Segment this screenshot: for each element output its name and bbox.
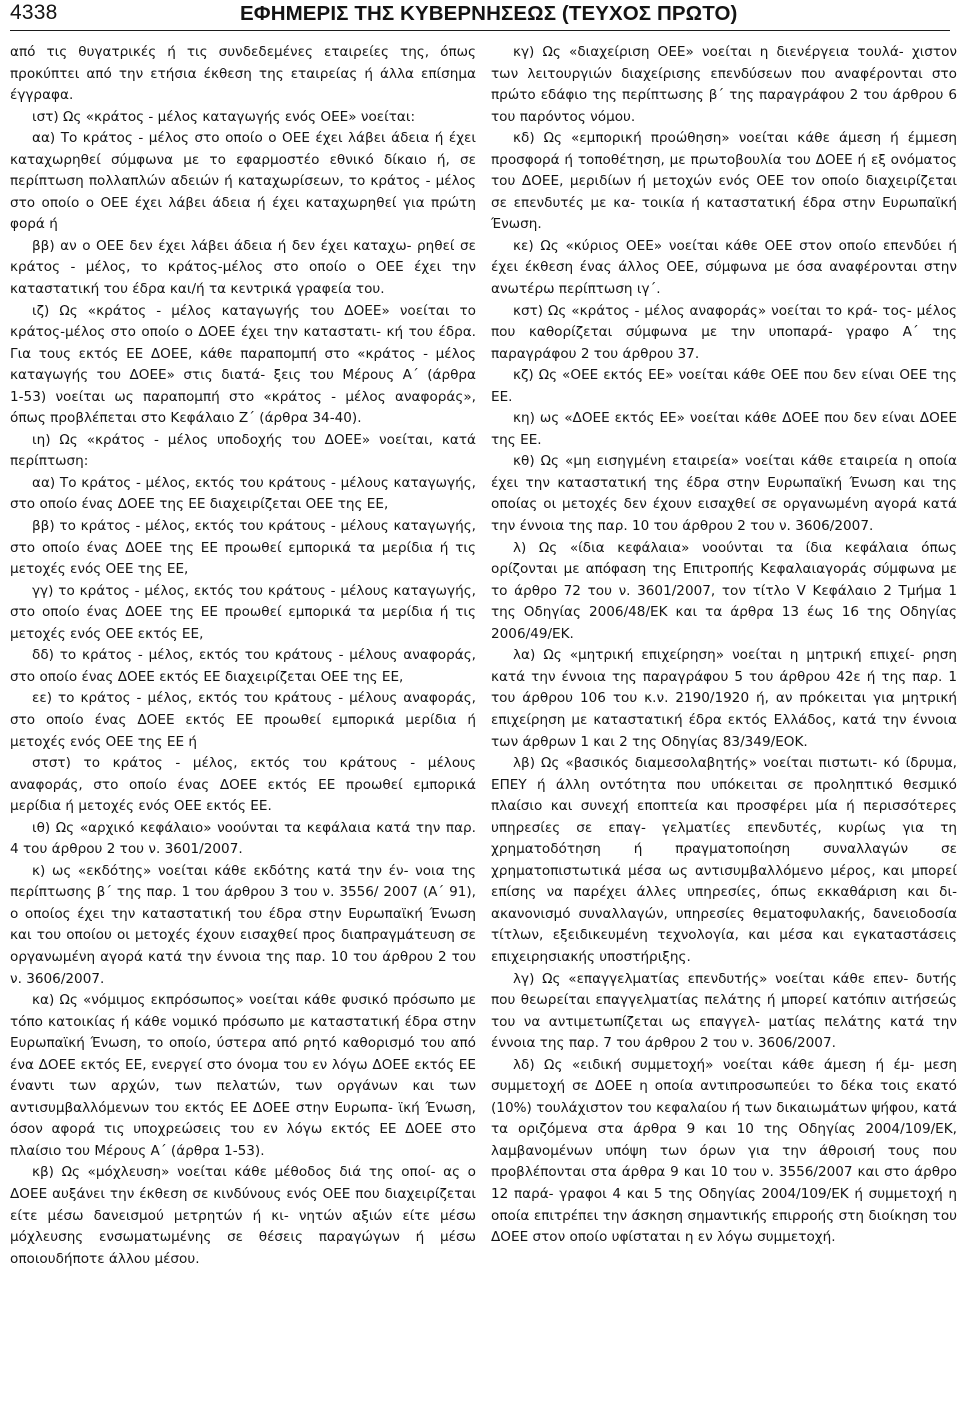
paragraph: κζ) Ως «ΟΕΕ εκτός ΕΕ» νοείται κάθε ΟΕΕ που δεν είναι ΟΕΕ της ΕΕ.	[491, 367, 957, 405]
paragraph: δδ) το κράτος ‑ μέλος, εκτός του κράτους ‑ μέλους αναφοράς, στο οποίο ένας ΔΟΕΕ εκτός ΕΕ διαχειρίζεται ΟΕΕ της ΕΕ,	[10, 647, 476, 685]
paragraph: γγ) το κράτος ‑ μέλος, εκτός του κράτους ‑ μέλους καταγωγής, στο οποίο ένας ΔΟΕΕ της ΕΕ προωθεί εμπορικά τα μερίδια ή τις μετοχές ενός ΟΕΕ εκτός ΕΕ,	[10, 582, 476, 642]
paragraph: από τις θυγατρικές ή τις συνδεδεμένες εταιρείες της, όπως προκύπτει από την ετήσια έκθεση της εταιρείας ή άλλα επίσημα έγγραφα.	[10, 44, 476, 104]
left-column	[10, 42, 476, 1270]
paragraph: λδ) Ως «ειδική συμμετοχή» νοείται κάθε άμεση ή έμ‑ μεση συμμετοχή σε ΔΟΕΕ η οποία αντιπροσωπεύει το δέκα τοις εκατό (10%) τουλάχιστον του κεφαλαίου ή των δικαιωμάτων ψήφου, κατά τα οριζόμενα στα άρθρα 9 και 10 της Οδηγίας 2004/109/ΕΚ, λαμβανομένων υπόψη των όρων για την άθροισή τους που προβλέπονται στα άρθρα 9 και 10 του ν. 3556/2007 και στο άρθρο 12 παρά‑ γραφοι 4 και 5 της Οδηγίας 2004/109/ΕΚ ή συμμετοχή η οποία επιτρέπει την άσκηση σημαντικής επιρροής στη διοίκηση του ΔΟΕΕ στον οποίο υφίσταται η εν λόγω συμμετοχή.	[491, 1056, 957, 1246]
paragraph: κη) ως «ΔΟΕΕ εκτός ΕΕ» νοείται κάθε ΔΟΕΕ που δεν είναι ΔΟΕΕ της ΕΕ.	[491, 410, 957, 448]
paragraph: λβ) Ως «βασικός διαμεσολαβητής» νοείται πιστωτι‑ κό ίδρυμα, ΕΠΕΥ ή άλλη οντότητα που υπόκειται σε προληπτικό θεσμικό πλαίσιο και συνεχή εποπτεία και προσφέρει μία ή περισσότερες υπηρεσίες σε επαγ‑ γελματίες επενδυτές, κυρίως για τη χρηματοδότηση ή πραγματοποίηση συναλλαγών σε χρηματοπιστωτικά μέσα ως αντισυμβαλλόμενο μέρος, και μπορεί επίσης να παρέχει άλλες υπηρεσίες, όπως εκκαθάριση και δι‑ ακανονισμό συναλλαγών, υπηρεσίες θεματοφυλακής, δανειοδοσία τίτλων, εξειδικευμένη τεχνολογία, και μέσα και εγκαταστάσεις επιχειρησιακής υποστήριξης.	[491, 755, 957, 965]
paragraph: ιθ) Ως «αρχικό κεφάλαιο» νοούνται τα κεφάλαια κατά την παρ. 4 του άρθρου 2 του ν. 3601/2007.	[10, 819, 476, 858]
paragraph: εε) το κράτος ‑ μέλος, εκτός του κράτους ‑ μέλους αναφοράς, στο οποίο ένας ΔΟΕΕ εκτός ΕΕ προωθεί εμπορικά μερίδια ή μετοχές ενός ΟΕΕ της ΕΕ ή	[10, 690, 476, 750]
paragraph: κστ) Ως «κράτος ‑ μέλος αναφοράς» νοείται το κρά‑ τος‑ μέλος που καθορίζεται σύμφωνα με την υποπαρά‑ γραφο Α΄ της παραγράφου 2 του άρθρου 37.	[491, 302, 957, 362]
paragraph: λγ) Ως «επαγγελματίας επενδυτής» νοείται κάθε επεν‑ δυτής που θεωρείται επαγγελματίας πελάτης ή μπορεί κατόπιν αιτήσεώς του να αντιμετωπίζεται ως επαγγελ‑ ματίας πελάτης κατά την έννοια της παρ. 7 του άρθρου 2 του ν. 3606/2007.	[491, 970, 957, 1052]
paragraph: αα) Το κράτος ‑ μέλος, εκτός του κράτους ‑ μέλους καταγωγής, στο οποίο ένας ΔΟΕΕ της ΕΕ διαχειρίζεται ΟΕΕ της ΕΕ,	[10, 474, 476, 513]
paragraph: κθ) Ως «μη εισηγμένη εταιρεία» νοείται κάθε εταιρεία η οποία έχει την καταστατική της έδρα στην Ευρωπαϊκή Ένωση και της οποίας οι μετοχές δεν έχουν εισαχθεί σε οργανωμένη αγορά κατά την έννοια της παρ. 10 του άρθρου 2 του ν. 3606/2007.	[491, 453, 957, 535]
paragraph: κβ) Ως «μόχλευση» νοείται κάθε μέθοδος διά της οποί‑ ας ο ΔΟΕΕ αυξάνει την έκθεση σε κινδύνους ενός ΟΕΕ που διαχειρίζεται είτε μέσω δανεισμού μετρητών ή κι‑ νητών αξιών είτε μέσω μόχλευσης ενσωματωμένης σε θέσεις παραγώγων ή μέσω οποιουδήποτε άλλου μέσου.	[10, 1164, 476, 1267]
page-header	[10, 0, 950, 31]
paragraph: κα) Ως «νόμιμος εκπρόσωπος» νοείται κάθε φυσικό πρόσωπο με τόπο κατοικίας ή κάθε νομικό πρόσωπο με καταστατική έδρα στην Ευρωπαϊκή Ένωση, το οποίο, ύστερα από ρητό καθορισμό του από ένα ΔΟΕΕ εκτός ΕΕ, ενεργεί στο όνομα του εν λόγω ΔΟΕΕ εκτός ΕΕ έναντι των αρχών, των πελατών, των οργάνων και των αντισυμβαλλόμενων του εκτός ΕΕ ΔΟΕΕ στην Ευρωπα‑ ϊκή Ένωση, όσον αφορά τις υποχρεώσεις του εν λόγω εκτός ΕΕ ΔΟΕΕ στο πλαίσιο του Μέρους Α΄ (άρθρα 1‑53).	[10, 992, 476, 1159]
right-column	[491, 42, 957, 1249]
paragraph: αα) Το κράτος ‑ μέλος στο οποίο ο ΟΕΕ έχει λάβει άδεια ή έχει καταχωρηθεί σύμφωνα με το εφαρμοστέο εθνικό δίκαιο ή, σε περίπτωση πολλαπλών αδειών ή καταχωρίσεων, το κράτος ‑ μέλος στο οποίο ο ΟΕΕ έχει λάβει άδεια ή έχει καταχωρηθεί για πρώτη φορά ή	[10, 130, 476, 233]
paragraph: κδ) Ως «εμπορική προώθηση» νοείται κάθε άμεση ή έμμεση προσφορά ή τοποθέτηση, με πρωτοβουλία του ΔΟΕΕ ή εξ ονόματος του ΔΟΕΕ, μεριδίων ή μετοχών ενός ΟΕΕ τον οποίο διαχειρίζεται σε επενδυτές με κα‑ τοικία ή καταστατική έδρα στην Ευρωπαϊκή Ένωση.	[491, 130, 957, 233]
paragraph: κ) ως «εκδότης» νοείται κάθε εκδότης κατά την έν‑ νοια της περίπτωσης β΄ της παρ. 1 του άρθρου 3 του ν. 3556/ 2007 (Α΄ 91), ο οποίος έχει την καταστατική του έδρα στην Ευρωπαϊκή Ένωση και του οποίου οι μετοχές έχουν εισαχθεί προς διαπραγμάτευση σε οργανωμένη αγορά κατά την έννοια της παρ. 10 του άρθρου 2 του ν. 3606/2007.	[10, 862, 476, 987]
paragraph: λα) Ως «μητρική επιχείρηση» νοείται η μητρική επιχεί‑ ρηση κατά την έννοια της παραγράφου 5 του άρθρου 42ε ή της παρ. 1 του άρθρου 106 του κ.ν. 2190/1920 ή, αν πρόκειται για μητρική επιχείρηση με καταστατική έδρα εκτός Ελλάδος, κατά την έννοια των άρθρων 1 και 2 της Οδηγίας 83/349/ΕΟΚ.	[491, 647, 957, 750]
paragraph: λ) Ως «ίδια κεφάλαια» νοούνται τα ίδια κεφάλαια όπως ορίζονται με απόφαση της Επιτροπής Κεφαλαιαγοράς σύμφωνα με το άρθρο 72 του ν. 3601/2007, τον τίτλο V Κεφάλαιο 2 Τμήμα 1 της Οδηγίας 2006/48/ΕΚ και τα άρθρα 13 έως 16 της Οδηγίας 2006/49/ΕΚ.	[491, 539, 957, 642]
paragraph: στστ) το κράτος ‑ μέλος, εκτός του κράτους ‑ μέλους αναφοράς, στο οποίο ένας ΔΟΕΕ εκτός ΕΕ προωθεί εμπορικά μερίδια ή μετοχές ενός ΟΕΕ εκτός ΕΕ.	[10, 755, 476, 815]
paragraph: ββ) το κράτος ‑ μέλος, εκτός του κράτους ‑ μέλους καταγωγής, στο οποίο ένας ΔΟΕΕ της ΕΕ προωθεί εμπορικά τα μερίδια ή τις μετοχές ενός ΟΕΕ της ΕΕ,	[10, 518, 476, 578]
paragraph: ββ) αν ο ΟΕΕ δεν έχει λάβει άδεια ή δεν έχει καταχω‑ ρηθεί σε κράτος ‑ μέλος, το κράτος‑μέλος στο οποίο ο ΟΕΕ έχει την καταστατική του έδρα και/ή τα κεντρικά γραφεία του.	[10, 237, 476, 298]
paragraph: ιζ) Ως «κράτος ‑ μέλος καταγωγής του ΔΟΕΕ» νοείται το κράτος‑μέλος στο οποίο ο ΔΟΕΕ έχει την καταστατι‑ κή του έδρα. Για τους εκτός ΕΕ ΔΟΕΕ, κάθε παραπομπή στο «κράτος ‑ μέλος καταγωγής του ΔΟΕΕ» στις διατά‑ ξεις του Μέρους Α΄ (άρθρα 1‑53) νοείται ως παραπομπή στο «κράτος ‑ μέλος αναφοράς», όπως προβλέπεται στο Κεφάλαιο Ζ΄ (άρθρα 34‑40).	[10, 302, 476, 427]
paragraph: κε) Ως «κύριος ΟΕΕ» νοείται κάθε ΟΕΕ στον οποίο επενδύει ή έχει έκθεση ένας άλλος ΟΕΕ, σύμφωνα με όσα αναφέρονται στην ανωτέρω περίπτωση ιγ΄.	[491, 237, 957, 298]
paragraph: ιη) Ως «κράτος ‑ μέλος υποδοχής του ΔΟΕΕ» νοείται, κατά περίπτωση:	[10, 431, 476, 470]
paragraph: ιστ) Ως «κράτος ‑ μέλος καταγωγής ενός ΟΕΕ» νοείται:	[32, 108, 416, 125]
paragraph: κγ) Ως «διαχείριση ΟΕΕ» νοείται η διενέργεια τουλά‑ χιστον των λειτουργιών διαχείρισης επενδύσεων που αναφέρονται στο πρώτο εδάφιο της περίπτωσης β΄ της παραγράφου 2 του άρθρου 6 του παρόντος νόμου.	[491, 44, 957, 125]
running-title: ΕΦΗΜΕΡΙΣ ΤΗΣ ΚΥΒΕΡΝΗΣΕΩΣ (ΤΕΥΧΟΣ ΠΡΩΤΟ)	[240, 2, 738, 25]
page-number: 4338	[10, 1, 58, 24]
